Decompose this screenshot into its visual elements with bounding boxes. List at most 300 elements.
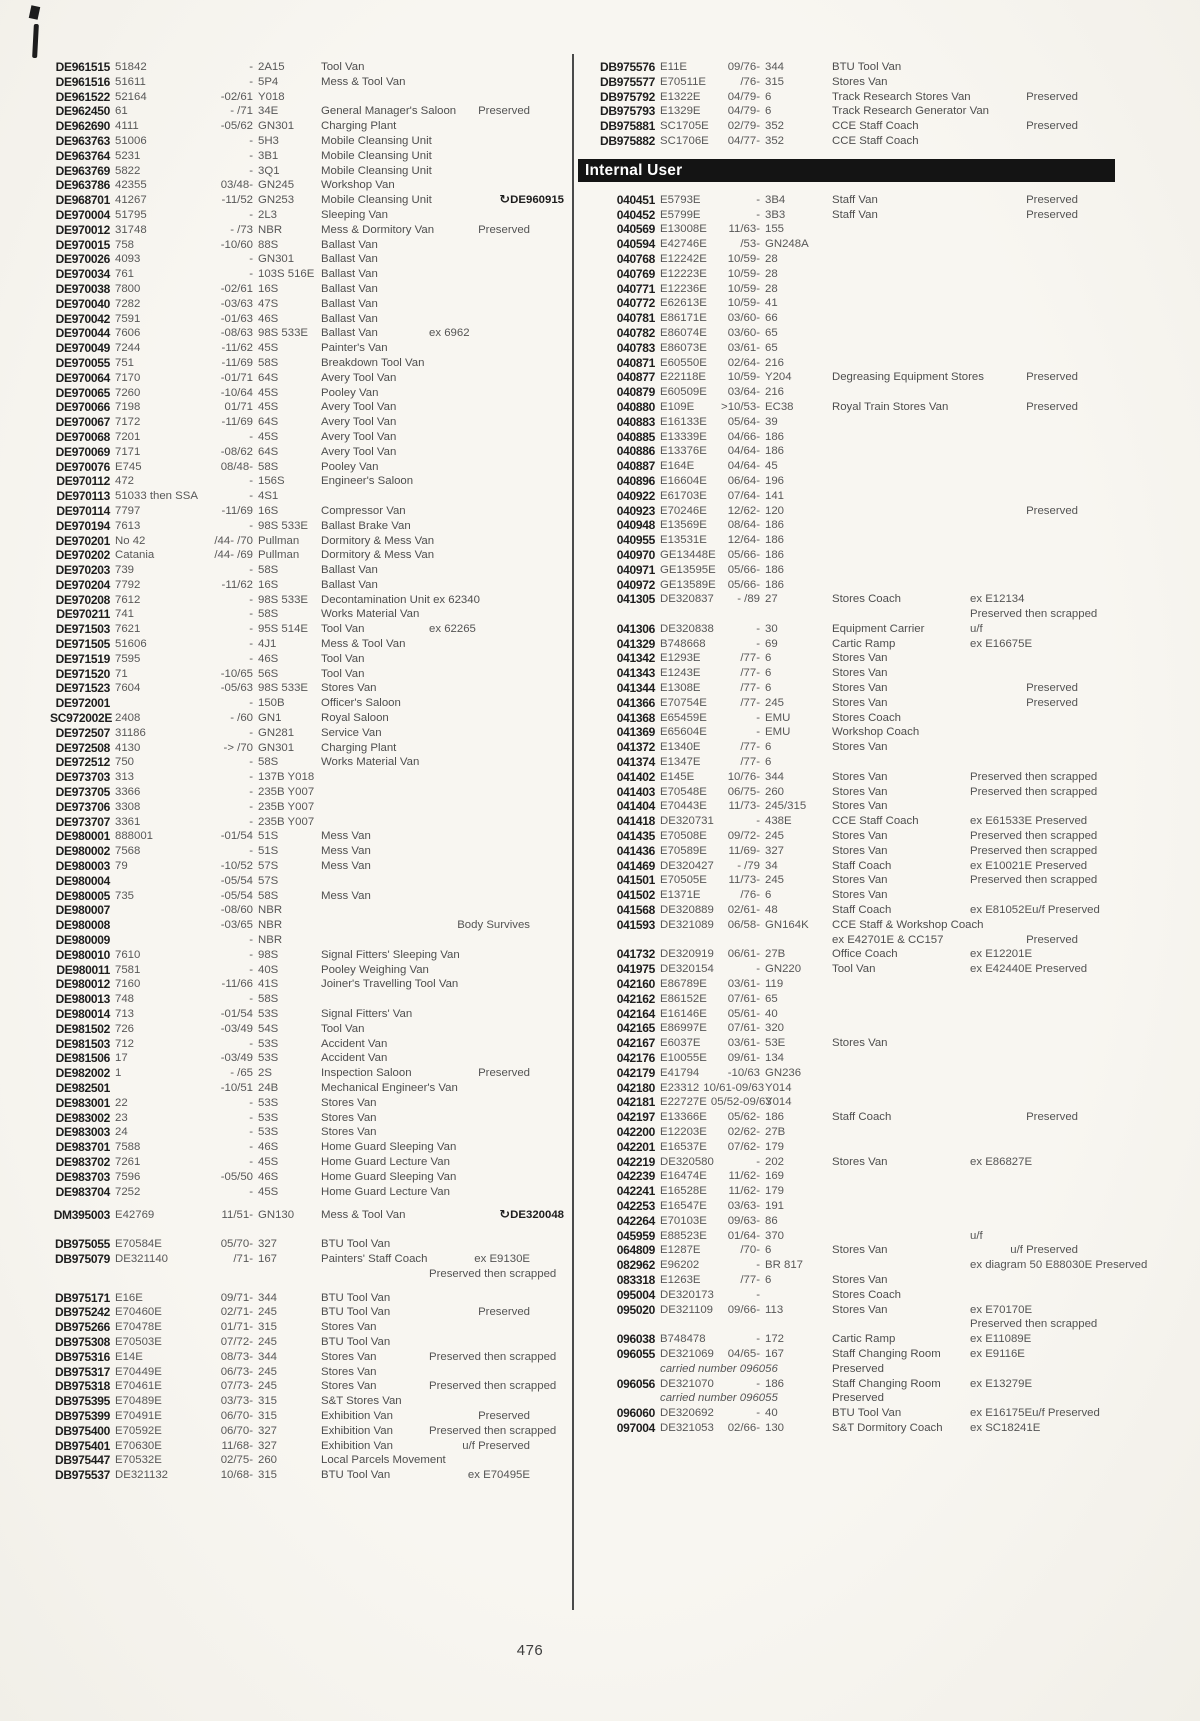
vehicle-number: 041374 bbox=[616, 755, 655, 770]
diagram-code: 320 bbox=[765, 1022, 785, 1035]
previous-number: 4111 bbox=[115, 120, 139, 133]
diagram-code: 34 bbox=[765, 859, 778, 872]
description-cell bbox=[315, 578, 530, 593]
description: Tool Van bbox=[321, 1022, 365, 1035]
description-cell bbox=[818, 859, 1087, 874]
status-note-text: ex E70495E bbox=[467, 1469, 530, 1482]
vehicle-number: DE981503 bbox=[55, 1036, 110, 1051]
table-row-continuation bbox=[50, 1267, 557, 1282]
status-note bbox=[970, 1258, 1147, 1273]
status-note-text: Preserved bbox=[1026, 120, 1078, 133]
number-date-cell bbox=[115, 1125, 253, 1140]
previous-number: carried number 096056 bbox=[660, 1362, 778, 1375]
description: Staff Van bbox=[832, 193, 878, 206]
number-date-cell bbox=[660, 311, 760, 326]
description-cell bbox=[818, 474, 1078, 489]
service-dates: 02/71- bbox=[220, 1306, 253, 1319]
table-row bbox=[50, 622, 530, 637]
previous-number: DE320692 bbox=[660, 1407, 714, 1420]
description-cell bbox=[315, 1155, 530, 1170]
previous-number: 4130 bbox=[115, 741, 141, 754]
description-cell bbox=[818, 267, 1078, 282]
previous-number: 7201 bbox=[115, 430, 141, 443]
table-row bbox=[50, 977, 530, 992]
description-cell bbox=[818, 400, 1078, 415]
number-date-cell bbox=[660, 1421, 760, 1436]
table-row bbox=[50, 356, 530, 371]
vehicle-number: DE980007 bbox=[55, 903, 110, 918]
description-cell bbox=[315, 1252, 530, 1267]
previous-number: SC1705E bbox=[660, 120, 709, 133]
description-cell bbox=[315, 652, 530, 667]
number-date-cell bbox=[660, 1377, 760, 1392]
diagram-code: 56S bbox=[258, 667, 279, 680]
service-dates: 05/64- bbox=[727, 415, 760, 428]
service-dates: - bbox=[756, 1377, 760, 1390]
number-date-cell bbox=[115, 770, 253, 785]
diagram-code: 245 bbox=[765, 874, 785, 887]
description-cell bbox=[818, 1125, 1078, 1140]
previous-number: 7252 bbox=[115, 1185, 141, 1198]
status-note-text: Preserved bbox=[1026, 933, 1078, 946]
number-date-cell bbox=[660, 489, 760, 504]
vehicle-number: 041732 bbox=[616, 947, 655, 962]
previous-number: 741 bbox=[115, 608, 135, 621]
table-row bbox=[578, 370, 1078, 385]
description-cell bbox=[818, 1332, 1078, 1347]
table-row bbox=[578, 296, 1078, 311]
description: Ballast Van bbox=[321, 564, 378, 577]
description-cell bbox=[315, 1409, 530, 1424]
description-cell bbox=[315, 1439, 530, 1454]
table-row bbox=[50, 400, 530, 415]
number-date-cell bbox=[115, 593, 253, 608]
diagram-code: 45 bbox=[765, 460, 778, 473]
diagram-code: 6 bbox=[765, 1273, 772, 1286]
previous-number: 51795 bbox=[115, 208, 147, 221]
vehicle-number: 041306 bbox=[616, 621, 655, 636]
table-row bbox=[578, 1155, 1078, 1170]
rolling-stock-table-db-1 bbox=[50, 1237, 557, 1281]
description-cell bbox=[818, 430, 1078, 445]
previous-number: 7621 bbox=[115, 623, 141, 636]
description: CCE Staff Coach bbox=[832, 134, 919, 147]
description-cell bbox=[315, 104, 530, 119]
previous-number: E16474E bbox=[660, 1170, 707, 1183]
previous-number: 7261 bbox=[115, 1155, 141, 1168]
service-dates: -11/62 bbox=[221, 342, 253, 355]
diagram-code: 2S bbox=[258, 1067, 272, 1080]
table-row bbox=[50, 741, 530, 756]
number-date-cell bbox=[115, 534, 253, 549]
diagram-code: 150B bbox=[258, 697, 285, 710]
diagram-code: 6 bbox=[765, 90, 772, 103]
description: Service Van bbox=[321, 726, 382, 739]
number-date-cell bbox=[660, 459, 760, 474]
status-note-text: Preserved bbox=[478, 1409, 530, 1422]
vehicle-number: 042164 bbox=[616, 1006, 655, 1021]
vehicle-number: DE971505 bbox=[55, 637, 110, 652]
diagram-code: 235B Y007 bbox=[258, 800, 315, 813]
description-cell bbox=[818, 370, 1078, 385]
description-cell bbox=[315, 430, 530, 445]
description-cell bbox=[315, 726, 530, 741]
table-row bbox=[578, 385, 1078, 400]
previous-number: E5793E bbox=[660, 193, 701, 206]
internal-user-table bbox=[578, 192, 1148, 1436]
description-cell bbox=[818, 770, 1097, 785]
service-dates: - bbox=[249, 61, 253, 73]
table-row bbox=[578, 134, 1078, 149]
diagram-code: 5H3 bbox=[258, 134, 279, 147]
description: Stores Coach bbox=[832, 1288, 902, 1301]
diagram-code: NBR bbox=[258, 934, 283, 947]
description-cell bbox=[315, 1185, 530, 1200]
description: Degreasing Equipment Stores bbox=[832, 371, 984, 384]
service-dates: 08/73- bbox=[220, 1350, 253, 1363]
table-row bbox=[578, 459, 1078, 474]
rolling-stock-table-dm bbox=[50, 1208, 564, 1223]
diagram-code: 6 bbox=[765, 682, 772, 695]
number-date-cell bbox=[115, 149, 253, 164]
description-cell bbox=[818, 90, 1078, 105]
description-cell bbox=[818, 548, 1078, 563]
diagram-code: 58S bbox=[258, 608, 279, 621]
description-cell bbox=[315, 1066, 530, 1081]
vehicle-number: DB975576 bbox=[600, 60, 655, 74]
description-cell bbox=[818, 992, 1078, 1007]
description-cell bbox=[818, 134, 1078, 149]
table-row bbox=[578, 430, 1078, 445]
previous-number: E1371E bbox=[660, 889, 701, 902]
description-cell bbox=[818, 755, 1078, 770]
description-cell bbox=[315, 1350, 556, 1365]
description: Exhibition Van bbox=[321, 1424, 393, 1437]
number-date-cell bbox=[115, 297, 253, 312]
previous-number: E1308E bbox=[660, 682, 701, 695]
diagram-code: 40S bbox=[258, 963, 279, 976]
note: u/f bbox=[970, 622, 983, 635]
service-dates: - bbox=[249, 134, 253, 147]
service-dates: 03/48- bbox=[220, 179, 253, 192]
number-date-cell bbox=[115, 977, 253, 992]
description: Staff Changing Room bbox=[832, 1347, 941, 1360]
vehicle-number: 040451 bbox=[616, 192, 655, 207]
description-cell bbox=[315, 1037, 530, 1052]
description-cell bbox=[818, 252, 1078, 267]
previous-number: E145E bbox=[660, 770, 695, 783]
previous-number: E70461E bbox=[115, 1380, 162, 1393]
status-note-text: Preserved bbox=[1026, 504, 1078, 517]
diagram-code: 95S 514E bbox=[258, 623, 309, 636]
previous-number: DE320580 bbox=[660, 1155, 714, 1168]
table-row bbox=[578, 622, 1078, 637]
previous-number: DE321109 bbox=[660, 1303, 713, 1316]
table-row bbox=[578, 1007, 1078, 1022]
table-row bbox=[578, 1288, 1078, 1303]
service-dates: /70- bbox=[740, 1244, 760, 1257]
vehicle-number: 041344 bbox=[616, 681, 655, 696]
description-cell bbox=[818, 1081, 1078, 1096]
previous-number: E70103E bbox=[660, 1214, 707, 1227]
service-dates: - bbox=[756, 1288, 760, 1301]
diagram-code: 24B bbox=[258, 1081, 279, 1094]
description: Stores Van bbox=[832, 800, 888, 813]
previous-number: E1263E bbox=[660, 1273, 701, 1286]
service-dates: 12/64- bbox=[727, 534, 760, 547]
table-row bbox=[50, 534, 530, 549]
description: Stores Van bbox=[321, 1096, 377, 1109]
vehicle-number: DE970026 bbox=[55, 252, 110, 267]
vehicle-number: 082962 bbox=[616, 1258, 655, 1273]
table-row bbox=[50, 312, 530, 327]
table-row bbox=[578, 1421, 1078, 1436]
number-date-cell bbox=[660, 903, 760, 918]
description-cell bbox=[315, 1453, 530, 1468]
description-cell bbox=[818, 1051, 1078, 1066]
vehicle-number: 042197 bbox=[616, 1110, 655, 1125]
status-note-text: Body Survives bbox=[457, 919, 530, 932]
vehicle-number: 040887 bbox=[616, 459, 655, 474]
service-dates: -01/63 bbox=[220, 312, 253, 325]
status-note-text: Preserved bbox=[1026, 696, 1078, 709]
description: BTU Tool Van bbox=[321, 1238, 391, 1251]
number-date-cell bbox=[660, 1199, 760, 1214]
status-note-text: u/f Preserved bbox=[1032, 904, 1100, 917]
description: Stores Van bbox=[832, 741, 888, 754]
description: Workshop Van bbox=[321, 179, 395, 192]
service-dates: - bbox=[249, 756, 253, 769]
table-row bbox=[50, 223, 530, 238]
previous-number: 726 bbox=[115, 1022, 135, 1035]
description-cell bbox=[315, 889, 530, 904]
service-dates: /44- /70 bbox=[214, 534, 253, 547]
table-row bbox=[578, 592, 1078, 607]
number-date-cell bbox=[115, 252, 253, 267]
number-date-cell bbox=[115, 341, 253, 356]
vehicle-number: 042167 bbox=[616, 1036, 655, 1051]
vehicle-number: DB975400 bbox=[55, 1423, 110, 1438]
vehicle-number: 040594 bbox=[616, 237, 655, 252]
note: ex E12201E bbox=[970, 948, 1033, 961]
diagram-code: 65 bbox=[765, 326, 778, 339]
renumber-icon: ↻ bbox=[498, 1209, 510, 1222]
previous-number: 7581 bbox=[115, 963, 141, 976]
status-note bbox=[429, 1424, 556, 1439]
service-dates: -02/61 bbox=[220, 282, 253, 295]
description-cell bbox=[315, 667, 530, 682]
vehicle-number: DE970203 bbox=[55, 563, 110, 578]
description: Avery Tool Van bbox=[321, 445, 397, 458]
table-row bbox=[578, 681, 1078, 696]
number-date-cell bbox=[660, 947, 760, 962]
previous-number: B748478 bbox=[660, 1333, 706, 1346]
status-note-text: Preserved bbox=[1026, 193, 1078, 206]
service-dates: - /79 bbox=[737, 859, 760, 872]
description: Stores Coach bbox=[832, 711, 902, 724]
service-dates: - bbox=[756, 208, 760, 221]
service-dates: 03/64- bbox=[727, 386, 760, 399]
diagram-code: GN1 bbox=[258, 712, 282, 725]
table-row bbox=[578, 740, 1078, 755]
diagram-code: 16S bbox=[258, 282, 279, 295]
vehicle-number: DE963763 bbox=[55, 133, 110, 148]
table-row bbox=[578, 1051, 1078, 1066]
diagram-code: 58S bbox=[258, 756, 279, 769]
description-cell bbox=[818, 829, 1097, 844]
diagram-code: 98S 533E bbox=[258, 327, 309, 340]
service-dates: -05/50 bbox=[220, 1170, 253, 1183]
description: Accident Van bbox=[321, 1037, 388, 1050]
previous-number: E16537E bbox=[660, 1140, 707, 1153]
status-note bbox=[1026, 696, 1078, 711]
table-row bbox=[578, 341, 1078, 356]
table-row bbox=[50, 711, 530, 726]
vehicle-number: DE973707 bbox=[55, 814, 110, 829]
previous-number: 31748 bbox=[115, 223, 147, 236]
table-row bbox=[578, 784, 1098, 800]
vehicle-number: 040923 bbox=[616, 503, 655, 518]
vehicle-number: DE970069 bbox=[55, 444, 110, 459]
status-note-text: Preserved bbox=[478, 223, 530, 236]
description: BTU Tool Van bbox=[321, 1306, 391, 1319]
description: Breakdown Tool Van bbox=[321, 356, 425, 369]
service-dates: 01/64- bbox=[727, 1229, 760, 1242]
service-dates: -10/64 bbox=[220, 386, 253, 399]
number-date-cell bbox=[115, 104, 253, 119]
vehicle-number: 040880 bbox=[616, 399, 655, 414]
description: Mobile Cleansing Unit bbox=[321, 164, 432, 177]
status-note-text: Preserved then scrapped bbox=[970, 608, 1098, 621]
previous-number: DE321070 bbox=[660, 1377, 714, 1390]
service-dates: -03/49 bbox=[220, 1052, 253, 1065]
vehicle-number: DE980013 bbox=[55, 992, 110, 1007]
number-date-cell bbox=[660, 1095, 772, 1110]
table-row-continuation bbox=[578, 1317, 1098, 1332]
vehicle-number: DE971523 bbox=[55, 681, 110, 696]
service-dates: -> /70 bbox=[223, 741, 253, 754]
description-cell bbox=[315, 119, 530, 134]
description-cell bbox=[315, 903, 530, 918]
diagram-code: 46S bbox=[258, 652, 279, 665]
description-cell bbox=[818, 711, 1078, 726]
number-date-cell bbox=[115, 1066, 253, 1081]
table-row-continuation bbox=[578, 933, 1078, 948]
vehicle-number: DB975537 bbox=[55, 1468, 110, 1483]
description: Tool Van bbox=[321, 623, 365, 636]
diagram-code: 196 bbox=[765, 474, 785, 487]
right-column bbox=[578, 60, 1148, 1436]
vehicle-number: DE971503 bbox=[55, 622, 110, 637]
service-dates: - bbox=[756, 1155, 760, 1168]
number-date-cell bbox=[115, 60, 253, 75]
number-date-cell bbox=[660, 992, 760, 1007]
diagram-code: GN236 bbox=[765, 1066, 802, 1079]
description-cell bbox=[818, 1406, 1100, 1421]
status-note-text: u/f Preserved bbox=[1010, 1244, 1078, 1257]
diagram-code: 245 bbox=[258, 1380, 278, 1393]
previous-number: E12223E bbox=[660, 267, 707, 280]
vehicle-number: DE972001 bbox=[55, 696, 110, 711]
description: Stores Van bbox=[832, 696, 888, 709]
number-date-cell bbox=[115, 548, 253, 563]
status-note-text: Preserved bbox=[1026, 1111, 1078, 1124]
status-note-text: Preserved then scrapped bbox=[970, 830, 1098, 843]
table-row bbox=[50, 1037, 530, 1052]
service-dates: 04/79- bbox=[727, 105, 760, 118]
description-cell bbox=[818, 592, 1078, 607]
previous-number: 888001 bbox=[115, 830, 154, 843]
description-cell bbox=[315, 149, 530, 164]
description: BTU Tool Van bbox=[321, 1469, 391, 1482]
previous-number: E70503E bbox=[115, 1335, 162, 1348]
diagram-code bbox=[765, 1317, 813, 1332]
status-note-text: Preserved then scrapped bbox=[970, 874, 1098, 887]
description-cell bbox=[818, 1184, 1078, 1199]
number-date-cell bbox=[660, 474, 760, 489]
number-date-cell bbox=[115, 1305, 253, 1320]
previous-number: E14E bbox=[115, 1350, 143, 1363]
description-cell bbox=[315, 489, 530, 504]
number-date-cell bbox=[115, 785, 253, 800]
number-date-cell bbox=[660, 1110, 760, 1125]
description-cell bbox=[315, 534, 530, 549]
diagram-code: Y204 bbox=[765, 371, 792, 384]
previous-number: E1243E bbox=[660, 667, 701, 680]
description-cell bbox=[315, 815, 530, 830]
description-cell bbox=[818, 1095, 1078, 1110]
description: Ballast Van bbox=[321, 327, 378, 340]
description-cell bbox=[818, 459, 1078, 474]
vehicle-number: DE980005 bbox=[55, 888, 110, 903]
number-date-cell bbox=[660, 1258, 760, 1273]
description: Compressor Van bbox=[321, 504, 406, 517]
description-cell bbox=[818, 814, 1087, 829]
diagram-code bbox=[765, 933, 813, 948]
vehicle-number: DE970049 bbox=[55, 341, 110, 356]
diagram-code: 137B Y018 bbox=[258, 771, 315, 784]
table-row bbox=[50, 844, 530, 859]
diagram-code: 120 bbox=[765, 504, 785, 517]
status-note-text: Preserved then scrapped bbox=[429, 1424, 557, 1437]
service-dates: - bbox=[249, 1155, 253, 1168]
diagram-code: 51S bbox=[258, 830, 279, 843]
number-date-cell bbox=[660, 1391, 778, 1406]
table-row bbox=[578, 504, 1078, 519]
previous-number: 751 bbox=[115, 356, 135, 369]
number-date-cell bbox=[660, 1243, 760, 1258]
vehicle-number: DB975316 bbox=[55, 1349, 110, 1364]
previous-number: 7595 bbox=[115, 652, 141, 665]
table-row bbox=[578, 888, 1078, 903]
description-cell bbox=[818, 104, 1078, 119]
previous-number: 5231 bbox=[115, 149, 141, 162]
previous-number: 61 bbox=[115, 105, 128, 118]
number-date-cell bbox=[660, 252, 760, 267]
table-row bbox=[50, 1305, 530, 1320]
vehicle-number: 041469 bbox=[616, 858, 655, 873]
service-dates: 01/71- bbox=[220, 1321, 253, 1334]
description-cell bbox=[818, 1021, 1078, 1036]
previous-number: E13366E bbox=[660, 1111, 707, 1124]
previous-number: 2408 bbox=[115, 712, 141, 725]
diagram-code: 5P4 bbox=[258, 75, 279, 88]
table-row bbox=[578, 1303, 1078, 1318]
left-column bbox=[50, 60, 564, 1483]
description-cell bbox=[818, 1036, 1078, 1051]
vehicle-number: 096055 bbox=[616, 1346, 655, 1361]
diagram-code: 103S 516E bbox=[258, 268, 315, 281]
